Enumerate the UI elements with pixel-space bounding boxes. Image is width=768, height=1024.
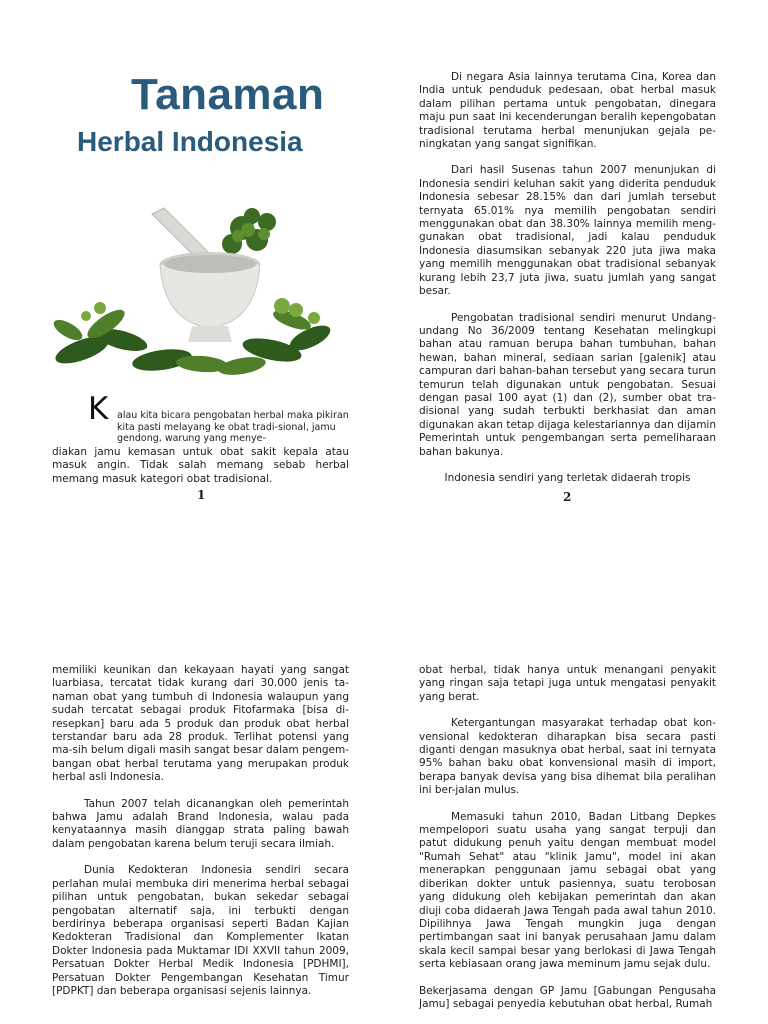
paragraph: memiliki keunikan dan kekayaan hayati yang sangat luarbiasa, tercatat tidak kurang dari 30.000 jenis ta-naman obat yang tumbuh di Indonesia walaupun yang sudah tercatat sebagai produk Fitofarmaka [bisa di-resepkan] baru ada 5 produk dan produk obat herbal terstandar baru ada 28 produk. Terlihat potensi yang ma-sih belum digali masih sangat besar dalam pengem-bangan obat herbal terutama yang merupakan produk herbal asli Indonesia.	[52, 664, 349, 784]
drop-cap: K	[88, 391, 109, 427]
paragraph: Memasuki tahun 2010, Badan Litbang Depkes mempelopori suatu usaha yang sangat terpuji dan patut didukung penuh yaitu dengan membuat model "Rumah Sehat" atau "klinik Jamu", model ini akan menerapkan penggunaan jamu sebagai obat yang diberikan dokter untuk pasiennya, suatu terobosan yang didukung oleh kebijakan pemerintah dan akan diuji coba didaerah Jawa Tengah pada awal tahun 2010. Dipilihnya Jawa Tengah mungkin juga dengan pertimbangan saat ini banyak perusahaan Jamu dalam skala kecil sampai besar yang berlokasi di Jawa Tengah serta kebiasaan orang jawa meminum jamu sejak dulu.	[419, 810, 716, 971]
page-3-body	[52, 664, 349, 1024]
paragraph: Tahun 2007 telah dicanangkan oleh pemerintah bahwa Jamu adalah Brand Indonesia, walau pada kenyataannya masih dianggap strata paling bawah dalam pengobatan karena belum teruji secara ilmiah.	[52, 797, 349, 850]
intro-lines	[117, 410, 349, 445]
paragraph: obat herbal, tidak hanya untuk menangani penyakit yang ringan saja tetapi juga untuk mengatasi penyakit yang berat.	[419, 664, 716, 703]
page-number: 2	[563, 490, 572, 504]
paragraph: Pengobatan tradisional sendiri menurut Undang-undang No 36/2009 tentang Kesehatan melingkupi bahan atau ramuan berupa bahan tumbuhan, bahan hewan, bahan mineral, sediaan sarian [galenik] atau campuran dari bahan-bahan tersebut yang secara turun temurun telah digunakan untuk pengobatan. Sesuai dengan pasal 100 ayat (1) dan (2), sumber obat tra-disional yang sudah terbukti berkhasiat dan aman digunakan akan tetap dijaga kelestariannya dan dijamin Pemerintah untuk pengembangan serta pemeliharaan bahan bakunya.	[419, 311, 716, 458]
paragraph: Dari hasil Susenas tahun 2007 menunjukan di Indonesia sendiri keluhan sakit yang diderita penduduk Indonesia sebesar 28.15% dan dari jumlah tersebut ternyata 65.01% nya memilih pengobatan sendiri menggunakan obat dan 38.30% lainnya memilih meng-gunakan obat tradisional, jadi kalau penduduk Indonesia diasumsikan sebanyak 220 juta jiwa maka yang memilih menggunakan obat tradisional sebanyak kurang lebih 23,7 juta jiwa, suatu jumlah yang sangat besar.	[419, 164, 716, 298]
page-4-body	[419, 664, 716, 1024]
paragraph: Di negara Asia lainnya terutama Cina, Korea dan India untuk penduduk pedesaan, obat herbal masuk dalam pilihan pertama untuk pengobatan, dinegara maju pun saat ini kecenderungan beralih kepengobatan tradisional terutama herbal menunjukan gejala pe-ningkatan yang sangat signifikan.	[419, 71, 716, 151]
title-line-2: Herbal Indonesia	[77, 126, 303, 157]
intro-line: gendong, warung yang menye-	[117, 433, 266, 444]
paragraph: diakan jamu kemasan untuk obat sakit kepala atau masuk angin. Tidak salah memang sebab herbal memang masuk kategori obat tradisional.	[52, 446, 349, 485]
paragraph: Ketergantungan masyarakat terhadap obat kon-vensional kedokteran diharapkan bisa secara pasti diganti dengan masuknya obat herbal, saat ini ternyata 95% bahan baku obat konvensional masih di import, berapa banyak devisa yang bisa dihemat bila peralihan ini ber-jalan mulus.	[419, 717, 716, 797]
intro-line: alau kita bicara pengobatan herbal maka pikiran	[117, 410, 349, 421]
page-number: 1	[197, 488, 206, 502]
intro-line: kita pasti melayang ke obat tradi-sional, jamu	[117, 421, 336, 433]
paragraph: Dunia Kedokteran Indonesia sendiri secara perlahan mulai membuka diri menerima herbal sebagai pilihan untuk pengobatan, bukan sekedar sebagai pengobatan alternatif saja, ini terbukti dengan berdirinya beberapa organisasi seperti Badan Kajian Kedokteran Tradisional dan Komplementer Ikatan Dokter Indonesia pada Muktamar IDI XXVII tahun 2009, Persatuan Dokter Herbal Medik Indonesia [PDHMI], Persatuan Dokter Pengembangan Kesehatan Timur [PDPKT] dan beberapa organisasi sejenis lainnya.	[52, 864, 349, 997]
page-2-body	[419, 71, 716, 498]
paragraph: Indonesia sendiri yang terletak didaerah tropis	[444, 471, 691, 484]
title-line-1: Tanaman	[131, 70, 325, 119]
paragraph: Bekerjasama dengan GP Jamu [Gabungan Pengusaha Jamu] sebagai penyedia kebutuhan obat herbal, Rumah	[419, 984, 716, 1010]
mortar-pestle-herbs-icon	[52, 200, 334, 380]
